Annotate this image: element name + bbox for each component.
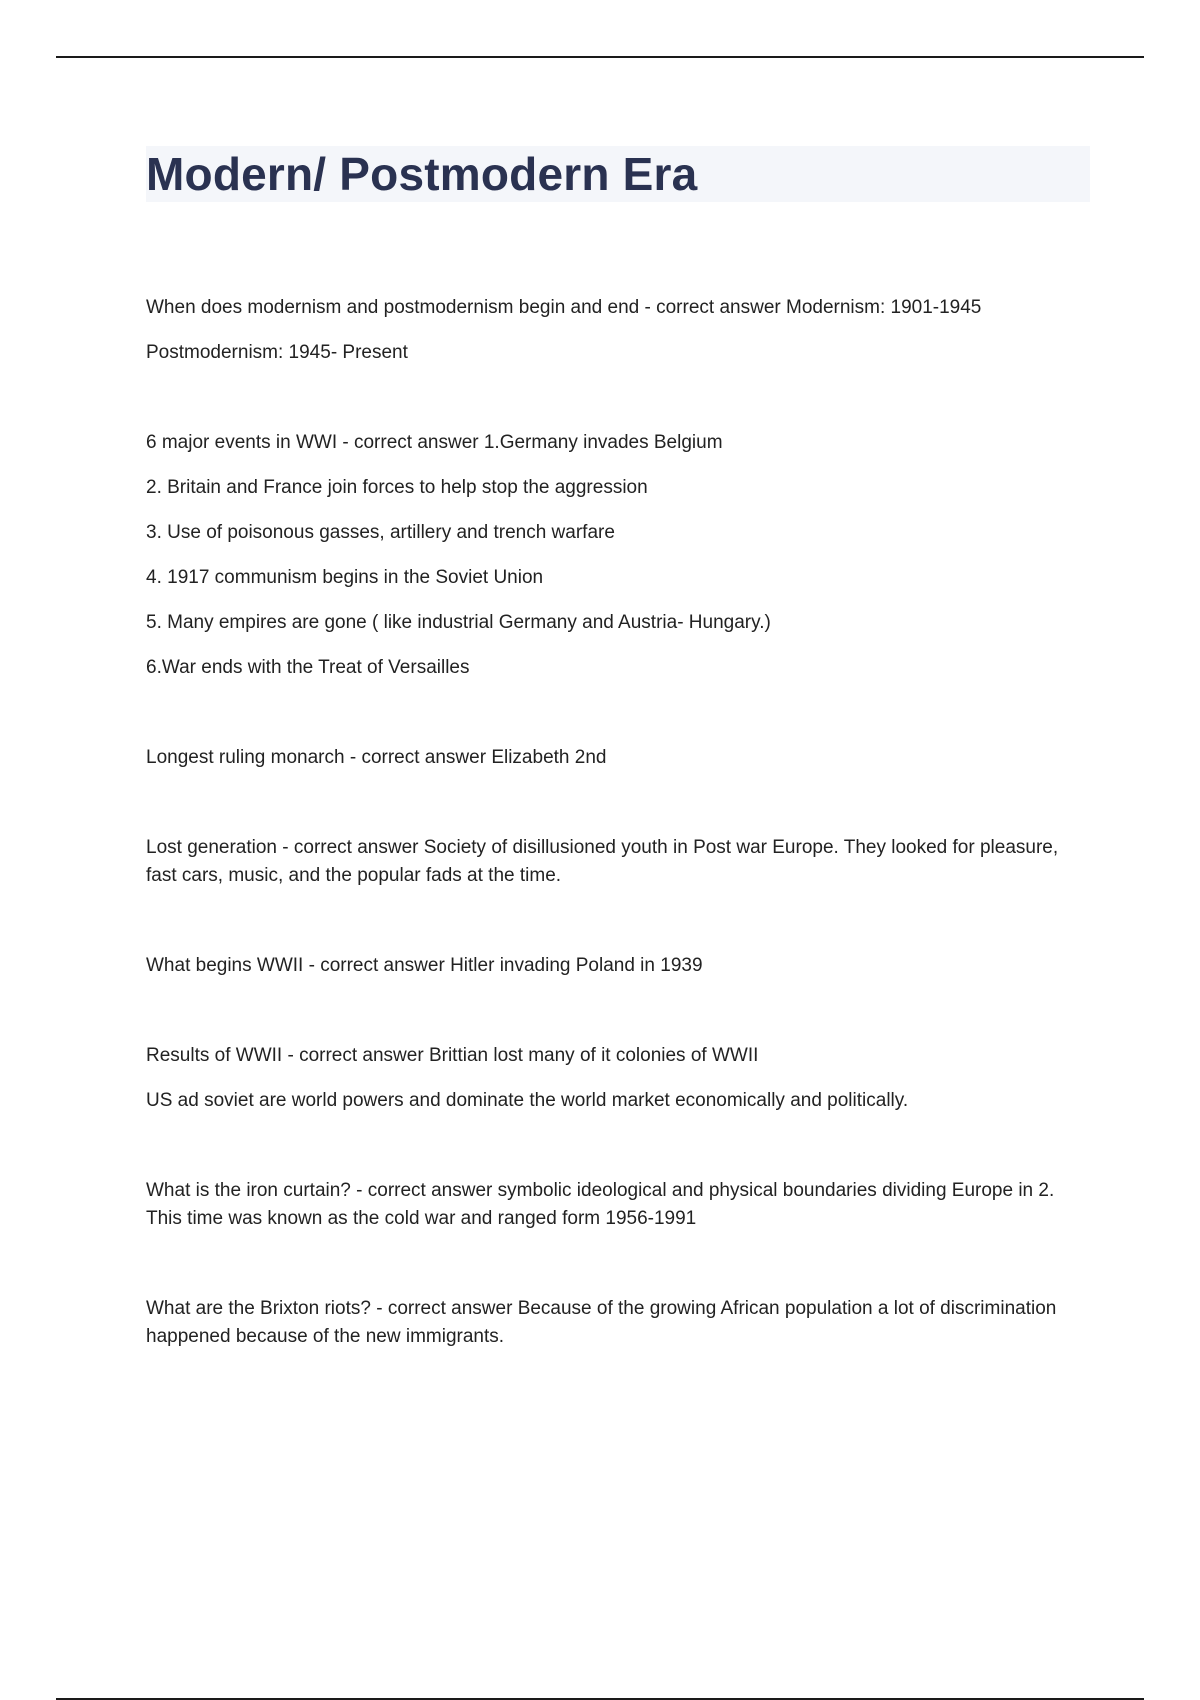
qa-line: What are the Brixton riots? - correct answer Because of the growing African population a lot of discrimination happened because of the new immigrants. [146, 1298, 1057, 1347]
qa-item-iron-curtain [146, 1177, 1090, 1233]
qa-item-modernism-dates [146, 294, 1090, 367]
qa-line: 5. Many empires are gone ( like industrial Germany and Austria- Hungary.) [146, 612, 771, 633]
title-banner [146, 146, 1090, 202]
page-title: Modern/ Postmodern Era [146, 148, 698, 200]
qa-line: 6 major events in WWI - correct answer 1.Germany invades Belgium [146, 432, 723, 453]
qa-line: 6.War ends with the Treat of Versailles [146, 657, 470, 678]
top-divider [56, 56, 1144, 58]
qa-line: 4. 1917 communism begins in the Soviet Union [146, 567, 544, 588]
qa-line: US ad soviet are world powers and dominate the world market economically and politically. [146, 1090, 909, 1111]
qa-item-longest-monarch [146, 744, 1090, 772]
qa-line: Postmodernism: 1945- Present [146, 342, 408, 363]
qa-item-wwi-events [146, 429, 1090, 682]
qa-item-wwii-begins [146, 952, 1090, 980]
qa-line: Longest ruling monarch - correct answer Elizabeth 2nd [146, 747, 607, 768]
qa-line: What is the iron curtain? - correct answer symbolic ideological and physical boundaries dividing Europe in 2. This time was known as the cold war and ranged form 1956-1991 [146, 1180, 1055, 1229]
qa-line: When does modernism and postmodernism begin and end - correct answer Modernism: 1901-1945 [146, 297, 982, 318]
qa-item-lost-generation [146, 834, 1090, 890]
qa-item-wwii-results [146, 1042, 1090, 1115]
qa-line: 3. Use of poisonous gasses, artillery and trench warfare [146, 522, 615, 543]
qa-line: 2. Britain and France join forces to help stop the aggression [146, 477, 648, 498]
qa-line: What begins WWII - correct answer Hitler invading Poland in 1939 [146, 955, 703, 976]
qa-line: Results of WWII - correct answer Brittian lost many of it colonies of WWII [146, 1045, 759, 1066]
qa-item-brixton-riots [146, 1295, 1090, 1351]
document-body [146, 146, 1090, 1413]
qa-line: Lost generation - correct answer Society of disillusioned youth in Post war Europe. They looked for pleasure, fast cars, music, and the popular fads at the time. [146, 837, 1059, 886]
